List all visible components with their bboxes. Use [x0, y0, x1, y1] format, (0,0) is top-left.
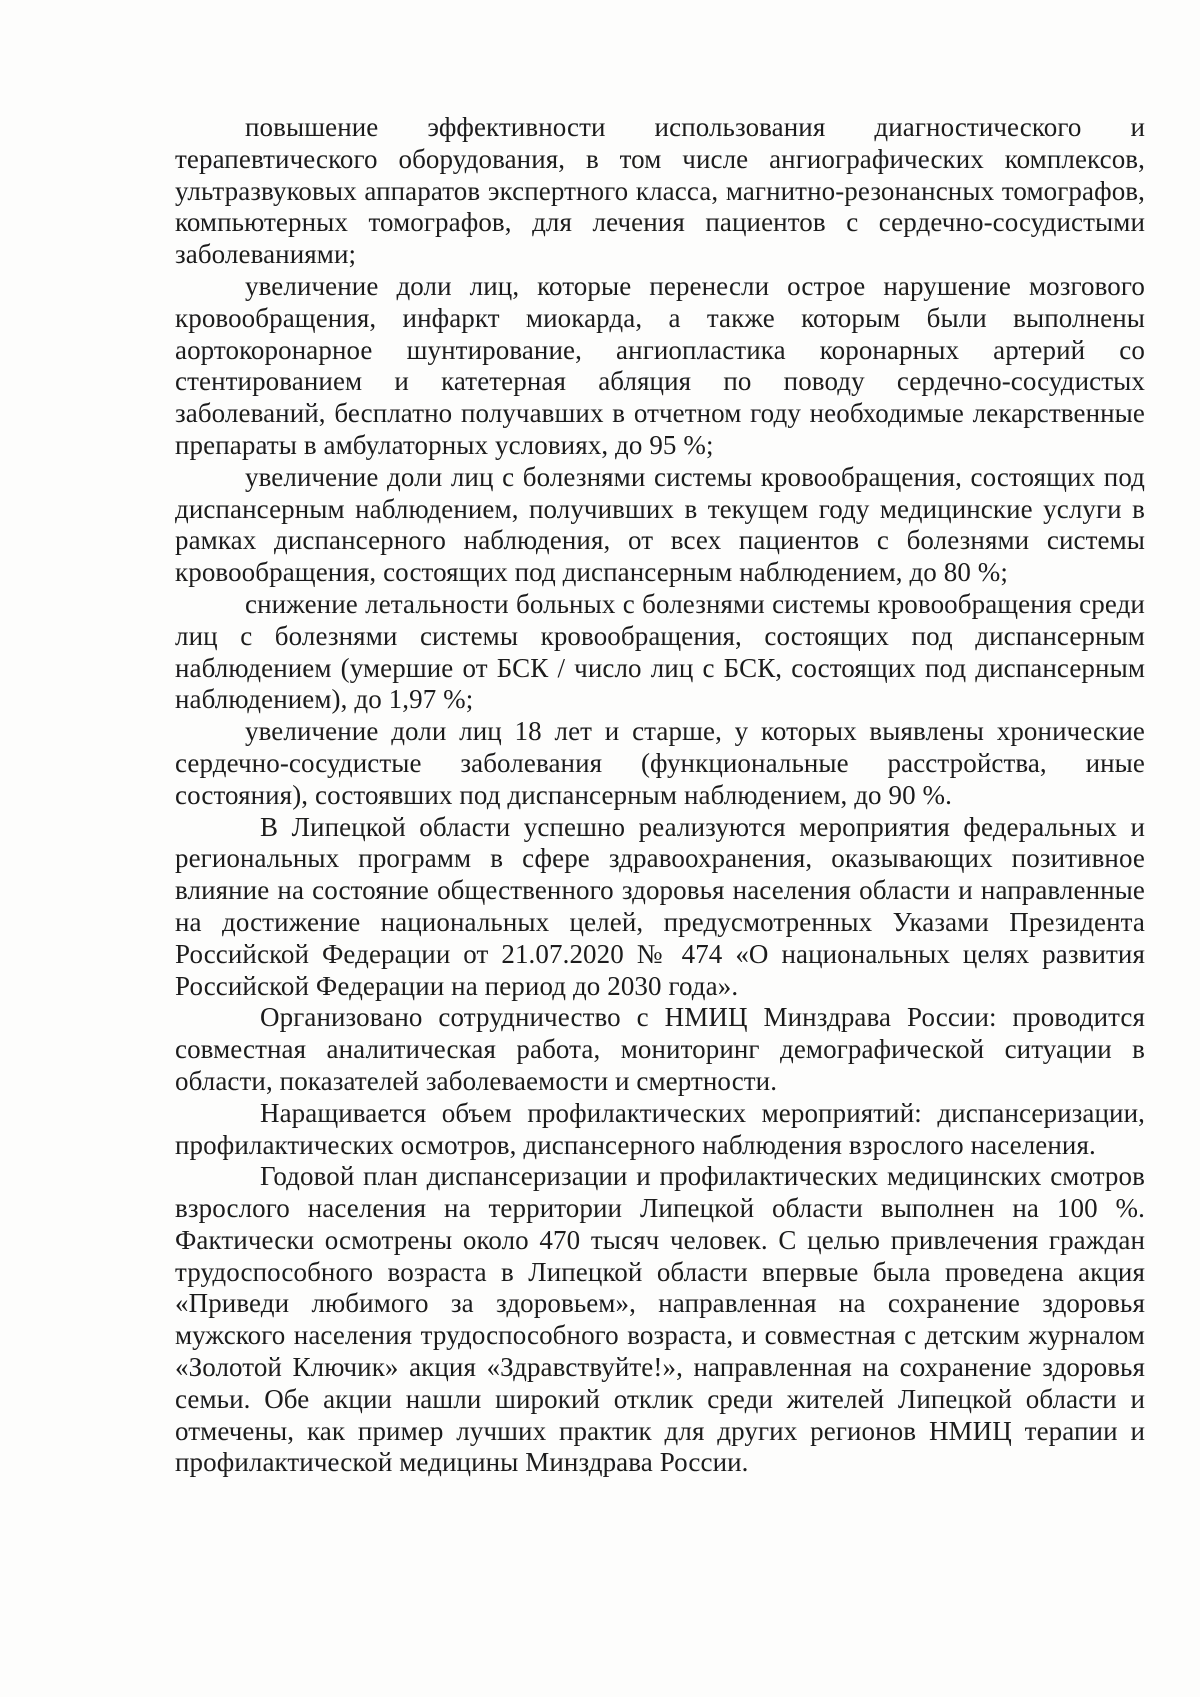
paragraph-preventive-volume: Наращивается объем профилактических мероприятий: диспансеризации, профилактических осмотров, диспансерного наблюдения взрослого населения.: [175, 1097, 1145, 1160]
paragraph-dispensary-services: увеличение доли лиц с болезнями системы кровообращения, состоящих под диспансерным наблюдением, получивших в текущем году медицинские услуги в рамках диспансерного наблюдения, от всех пациентов с болезнями системы кровообращения, состоящих под диспансерным наблюдением, до 80 %;: [175, 461, 1145, 588]
paragraph-annual-plan: Годовой план диспансеризации и профилактических медицинских смотров взрослого населения на территории Липецкой области выполнен на 100 %. Фактически осмотрены около 470 тысяч человек. С целью привлечения граждан трудоспособного возраста в Липецкой области впервые была проведена акция «Приведи любимого за здоровьем», направленная на сохранение здоровья мужского населения трудоспособного возраста, и совместная с детским журналом «Золотой Ключик» акция «Здравствуйте!», направленная на сохранение здоровья семьи. Обе акции нашли широкий отклик среди жителей Липецкой области и отмечены, как пример лучших практик для других регионов НМИЦ терапии и профилактической медицины Минздрава России.: [175, 1161, 1145, 1478]
paragraph-regional-programs: В Липецкой области успешно реализуются мероприятия федеральных и региональных программ в сфере здравоохранения, оказывающих позитивное влияние на состояние общественного здоровья населения области и направленные на достижение национальных целей, предусмотренных Указами Президента Российской Федерации от 21.07.2020 № 474 «О национальных целях развития Российской Федерации на период до 2030 года».: [175, 811, 1145, 1001]
paragraph-medication-coverage: увеличение доли лиц, которые перенесли острое нарушение мозгового кровообращения, инфаркт миокарда, а также которым были выполнены аортокоронарное шунтирование, ангиопластика коронарных артерий со стентированием и катетерная абляция по поводу сердечно-сосудистых заболеваний, бесплатно получавших в отчетном году необходимые лекарственные препараты в амбулаторных условиях, до 95 %;: [175, 270, 1145, 460]
paragraph-chronic-cases: увеличение доли лиц 18 лет и старше, у которых выявлены хронические сердечно-сосудистые заболевания (функциональные расстройства, иные состояния), состоявших под диспансерным наблюдением, до 90 %.: [175, 716, 1145, 810]
document-body: [175, 112, 1145, 1479]
paragraph-equipment-efficiency: повышение эффективности использования диагностического и терапевтического оборудования, в том числе ангиографических комплексов, ультразвуковых аппаратов экспертного класса, магнитно-резонансных томографов, компьютерных томографов, для лечения пациентов с сердечно-сосудистыми заболеваниями;: [175, 112, 1145, 270]
paragraph-nmic-cooperation: Организовано сотрудничество с НМИЦ Минздрава России: проводится совместная аналитическая работа, мониторинг демографической ситуации в области, показателей заболеваемости и смертности.: [175, 1002, 1145, 1096]
paragraph-mortality-reduction: снижение летальности больных с болезнями системы кровообращения среди лиц с болезнями системы кровообращения, состоящих под диспансерным наблюдением (умершие от БСК / число лиц с БСК, состоящих под диспансерным наблюдением), до 1,97 %;: [175, 588, 1145, 715]
